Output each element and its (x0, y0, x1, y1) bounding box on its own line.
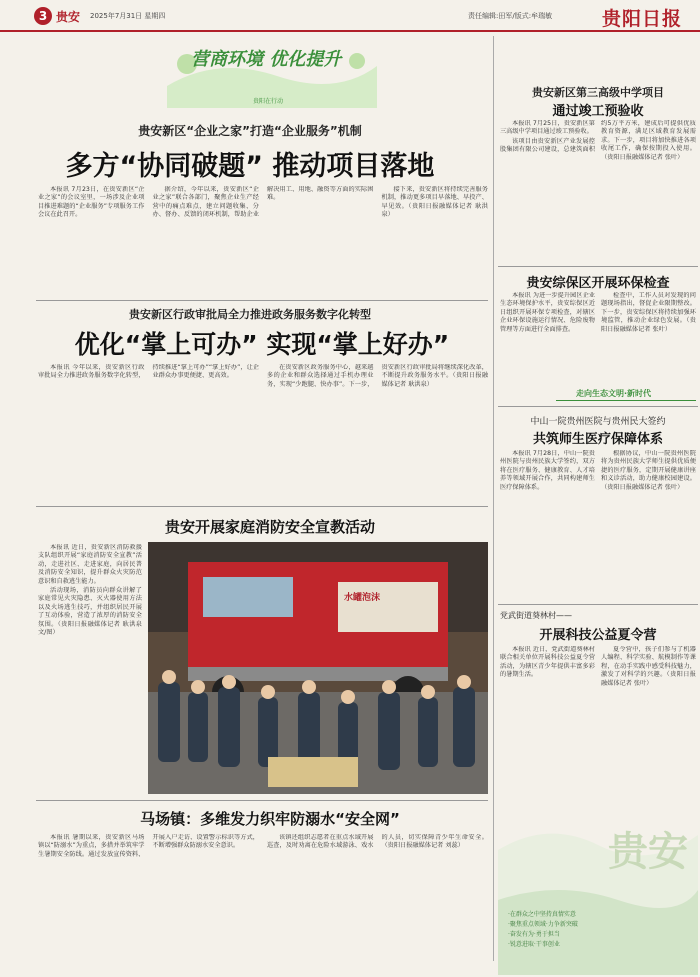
decor-line: ·在群众之中坚持真情实意 (508, 911, 576, 918)
section-name: 贵安 (56, 10, 81, 24)
ecology-label-box (556, 385, 696, 401)
firefighting-photo (148, 542, 488, 794)
story1-para-3: 接下来，贵安新区将持续完善服务机制，推动更多项目早落地、早投产、早见效。（贵阳日报融媒体记者 耿洪泉） (381, 186, 488, 219)
ecology-label: 走向生态文明·新时代 (576, 389, 652, 398)
divider (498, 604, 698, 605)
story1-kicker: 贵安新区“企业之家”打造“企业服务”机制 (138, 124, 362, 138)
story1-para-1: 本报讯 7月23日，在贵安新区“企业之家”的会议室里，一场涉及企业项目推进难题的“企业服务”专项服务工作会议在此召开。 (38, 186, 145, 219)
page-header (0, 0, 700, 32)
divider (498, 406, 698, 407)
right4-para-1: 本报讯 近日，党武街道葵林村联合相关单位开展科技公益夏令营活动，为辖区青少年提供丰富多彩的暑期生活。 (500, 646, 595, 679)
decorative-block (498, 790, 698, 975)
story2-para-2: 在贵安新区政务服务中心，越来越多的企业和群众选择通过手机办理业务，实现“少跑腿、快办事”。下一步，贵安新区行政审批局将继续深化改革，不断提升政务服务水平。（贵阳日报融媒体记者 耿洪泉） (267, 364, 488, 388)
divider (36, 300, 488, 301)
right1-para-1: 本报讯 7月25日，贵安新区第三高级中学项目通过竣工预验收。 (500, 120, 595, 136)
right2-para-2: 检查中，工作人员对发现的问题现场指出，督促企业限期整改。下一步，贵安综保区将持续加强环境监管，推动企业绿色发展。（贵阳日报融媒体记者 张叶） (601, 292, 696, 333)
column-divider (493, 36, 494, 961)
right3-kicker: 中山一院贵州医院与贵州民大签约 (530, 417, 666, 427)
banner-title: 营商环境 优化提升 (191, 49, 342, 70)
right3-body (500, 450, 696, 600)
right2-headline: 贵安综保区开展环保检查 (526, 276, 670, 291)
page-number-badge: 3 (34, 7, 52, 25)
decor-line: ·聚焦重点领域·力争新突破 (508, 921, 578, 928)
divider (36, 506, 488, 507)
story3-body (38, 544, 142, 794)
story2-headline: 优化“掌上可办” 实现“掌上好办” (74, 330, 450, 359)
decor-title: 贵安 (608, 828, 688, 875)
divider (36, 800, 488, 801)
photo-illustration (148, 542, 488, 794)
right1-kicker: 贵安新区第三高级中学项目 (532, 86, 664, 99)
editor-credits: 责任编辑:田军/版式:牟瑞敏 (468, 12, 553, 20)
story1-para-2: 据介绍，今年以来，贵安新区“企业之家”联合各部门，聚焦企业生产经营中的痛点难点，建立问题收集、分办、督办、反馈的闭环机制，帮助企业解决用工、用地、融资等方面的实际困难。 (152, 186, 374, 219)
newspaper-logo: 贵阳日报 (602, 8, 683, 30)
story4-body (38, 834, 488, 964)
decor-line: ·锐意进取·干事创业 (508, 941, 560, 948)
publication-date: 2025年7月31日 星期四 (90, 12, 166, 20)
story4-para-2: 该镇还组织志愿者在重点水域开展巡查，及时劝离在危险水域游泳、戏水的人员，切实保障青少年生命安全。（贵阳日报融媒体记者 刘蕊） (267, 834, 488, 850)
story1-body (38, 186, 488, 284)
story3-para-2: 活动现场，消防员向群众讲解了家庭常见火灾隐患、灭火器使用方法以及火场逃生技巧，并组织居民开展了互动体验，营造了浓厚的消防安全氛围。（贵阳日报融媒体记者 耿洪泉 文/图） (38, 587, 142, 637)
right1-para-2: 该项目由贵安新区产业发展控股集团有限公司建设，总建筑面积约5万平方米，建成后可提供优质教育资源，满足区域教育发展需求。下一步，项目将加快推进各项收尾工作，确保按期投入使用。（贵阳日报融媒体记者 张叶） (500, 120, 696, 161)
truck-sign: 水罐泡沫 (344, 593, 381, 603)
right3-para-2: 根据协议，中山一院贵州医院将为贵州民族大学师生提供优质便捷的医疗服务，定期开展健康讲座和义诊活动，助力健康校园建设。（贵阳日报融媒体记者 张叶） (601, 450, 696, 491)
story1-headline: 多方“协同破题” 推动项目落地 (65, 151, 435, 182)
right4-para-2: 夏令营中，孩子们参与了机器人编程、科学实验、航模制作等课程，在动手实践中感受科技魅力，激发了对科学的兴趣。（贵阳日报融媒体记者 张叶） (601, 646, 696, 687)
right1-headline: 通过竣工预验收 (552, 104, 644, 119)
right2-para-1: 本报讯 为进一步提升园区企业生态环境保护水平，贵安综保区近日组织开展环保专项检查，对辖区企业环保设施运行情况、危险废物管理等方面进行全面排查。 (500, 292, 595, 333)
story2-body (38, 364, 488, 498)
story2-para-1: 本报讯 今年以来，贵安新区行政审批局全力推进政务服务数字化转型，持续推进“掌上可办”“掌上好办”，让企业群众办事更便捷、更高效。 (38, 364, 259, 380)
story3-para-1: 本报讯 近日，贵安新区消防救援支队组织开展“家庭消防安全宣教”活动，走进社区、走进家庭，向居民普及消防安全知识，提升群众火灾防范意识和自救逃生能力。 (38, 544, 142, 585)
banner-graphic (157, 46, 385, 108)
story4-para-1: 本报讯 暑期以来，贵安新区马场镇以“防溺水”为重点，多措并举筑牢学生暑期安全防线。通过发放宣传资料、开展入户走访、设置警示标识等方式，不断增强群众防溺水安全意识。 (38, 834, 259, 858)
story4-headline: 马场镇：多维发力织牢防溺水“安全网” (140, 810, 400, 828)
decor-line: ·奋发有为·勇于担当 (508, 931, 560, 938)
divider (498, 266, 698, 267)
right3-para-1: 本报讯 7月28日，中山一院贵州医院与贵州民族大学签约，双方将在医疗服务、健康教育、人才培养等领域开展合作，共同构建师生医疗保障体系。 (500, 450, 595, 491)
right2-body (500, 292, 696, 388)
right4-headline: 开展科技公益夏令营 (539, 628, 657, 643)
story2-kicker: 贵安新区行政审批局全力推进政务服务数字化转型 (129, 308, 371, 321)
banner-subtitle: 贵阳在行动 (253, 98, 284, 105)
right1-body (500, 120, 696, 270)
right4-body (500, 646, 696, 786)
decor-lines (508, 910, 578, 950)
story3-headline: 贵安开展家庭消防安全宣教活动 (164, 518, 375, 536)
right3-headline: 共筑师生医疗保障体系 (532, 432, 663, 447)
right4-kicker: 党武街道葵林村—— (500, 611, 572, 620)
